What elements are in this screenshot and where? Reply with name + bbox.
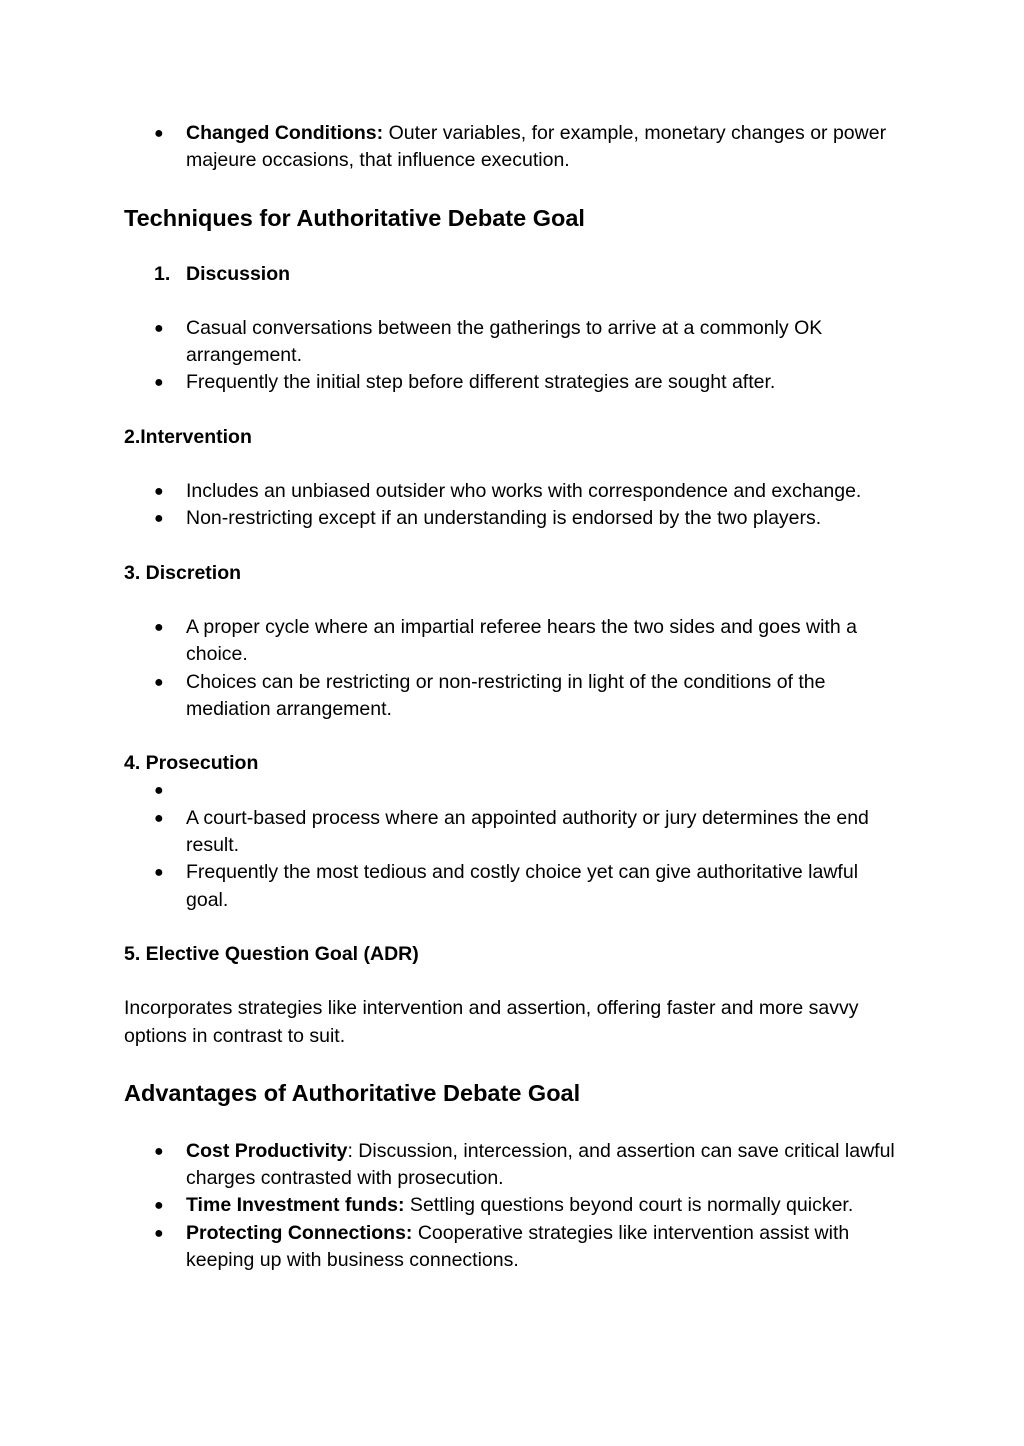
item-text: Outer variables, for example, monetary changes or power majeure occasions, that influence execution. [186,122,887,172]
list-item: ● A proper cycle where an impartial referee hears the two sides and goes with a choice. [124,614,904,669]
numbered-list [124,261,904,288]
list-item: ● Casual conversations between the gatherings to arrive at a commonly OK arrangement. [124,315,904,370]
list-item [124,1192,904,1219]
subheading-discussion: Discussion [186,262,291,285]
section-heading-advantages: Advantages of Authoritative Debate Goal [124,1079,581,1106]
item-text: Settling questions beyond court is normally quicker. [404,1194,854,1217]
list-number: 1. [154,262,171,285]
discretion-bullets [124,614,904,723]
item-text: Cooperative strategies like intervention assist with keeping up with business connections. [186,1221,850,1272]
subheading-prosecution: 4. Prosecution [124,752,259,775]
term-label: Time Investment funds: [186,1194,405,1217]
document-page [124,120,904,1274]
section-heading-techniques: Techniques for Authoritative Debate Goal [124,204,585,231]
subheading-intervention: 2.Intervention [124,425,252,448]
list-item [124,120,904,175]
term-label: Cost Productivity [186,1139,348,1162]
list-item [124,1138,904,1193]
item-text: : Discussion, intercession, and assertion can save critical lawful charges contrasted with prosecution. [186,1139,895,1190]
list-item: ● Includes an unbiased outsider who works with correspondence and exchange. [124,478,904,505]
subheading-discretion: 3. Discretion [124,561,242,584]
advantages-bullets [124,1138,904,1274]
list-item: ● Frequently the initial step before different strategies are sought after. [124,369,904,396]
intervention-bullets [124,478,904,533]
empty-list-item [124,777,904,804]
adr-paragraph: Incorporates strategies like intervention and assertion, offering faster and more savvy options in contrast to suit. [124,997,859,1047]
numbered-item-discussion [124,261,904,288]
list-item: ● Choices can be restricting or non-restricting in light of the conditions of the mediation arrangement. [124,669,904,724]
list-item: ● Non-restricting except if an understanding is endorsed by the two players. [124,505,904,532]
subheading-adr: 5. Elective Question Goal (ADR) [124,942,419,965]
discussion-bullets [124,315,904,397]
list-item [124,1220,904,1275]
term-label: Changed Conditions: [186,122,384,144]
term-label: Protecting Connections: [186,1221,413,1244]
list-item: ● Frequently the most tedious and costly choice yet can give authoritative lawful goal. [124,859,904,914]
list-item: ● A court-based process where an appointed authority or jury determines the end result. [124,805,904,860]
intro-bullet-list [124,120,904,175]
prosecution-bullets [124,777,904,913]
